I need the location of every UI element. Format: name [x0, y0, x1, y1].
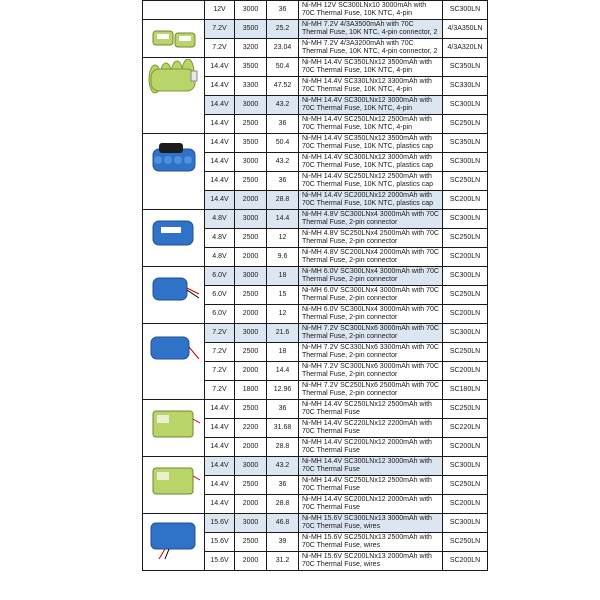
description-cell: Ni-MH 14.4V SC350LNx12 3500mAh with 70C Thermal Fuse, 10K NTC, plastics cap	[299, 134, 443, 153]
model-cell: SC200LN	[443, 248, 488, 267]
voltage-cell: 14.4V	[205, 438, 235, 457]
energy-cell: 36	[267, 172, 299, 191]
capacity-cell: 2000	[235, 191, 267, 210]
description-cell: Ni-MH 7.2V SC300LNx6 3000mAh with 70C Thermal Fuse, 2-pin connector	[299, 324, 443, 343]
description-cell: Ni-MH 4.8V SC300LNx4 3000mAh with 70C Thermal Fuse, 2-pin connector	[299, 210, 443, 229]
model-cell: SC200LN	[443, 552, 488, 571]
capacity-cell: 2500	[235, 476, 267, 495]
description-cell: Ni-MH 14.4V SC300LNx12 3000mAh with 70C Thermal Fuse, 10K NTC, 4-pin	[299, 96, 443, 115]
capacity-cell: 3500	[235, 134, 267, 153]
capacity-cell: 3000	[235, 514, 267, 533]
energy-cell: 36	[267, 476, 299, 495]
model-cell: SC180LN	[443, 381, 488, 400]
table-row	[143, 457, 488, 476]
description-cell: Ni-MH 7.2V SC250LNx6 2500mAh with 70C Thermal Fuse, 2-pin connector	[299, 381, 443, 400]
description-cell: Ni-MH 7.2V 4/3A3500mAh with 70C Thermal Fuse, 10K NTC, 4-pin connector, 2	[299, 20, 443, 39]
capacity-cell: 2000	[235, 552, 267, 571]
green-battery-pack-icon	[143, 400, 205, 457]
table-row	[143, 20, 488, 39]
table-row	[143, 400, 488, 419]
capacity-cell: 2000	[235, 438, 267, 457]
energy-cell: 15	[267, 286, 299, 305]
capacity-cell: 2500	[235, 343, 267, 362]
capacity-cell: 3000	[235, 267, 267, 286]
description-cell: Ni-MH 15.6V SC250LNx13 2500mAh with 70C Thermal Fuse, wires	[299, 533, 443, 552]
description-cell: Ni-MH 14.4V SC350LNx12 3500mAh with 70C Thermal Fuse, 10K NTC, 4-pin	[299, 58, 443, 77]
model-cell: 4/3A350LN	[443, 20, 488, 39]
model-cell: SC250LN	[443, 229, 488, 248]
voltage-cell: 15.6V	[205, 552, 235, 571]
model-cell: SC250LN	[443, 115, 488, 134]
energy-cell: 18	[267, 267, 299, 286]
capacity-cell: 2500	[235, 115, 267, 134]
description-cell: Ni-MH 7.2V 4/3A3200mAh with 70C Thermal Fuse, 10K NTC, 4-pin connector, 2	[299, 39, 443, 58]
table-row	[143, 267, 488, 286]
model-cell: SC220LN	[443, 419, 488, 438]
table-row	[143, 210, 488, 229]
capacity-cell: 2500	[235, 533, 267, 552]
model-cell: SC200LN	[443, 305, 488, 324]
voltage-cell: 7.2V	[205, 20, 235, 39]
description-cell: Ni-MH 6.0V SC300LNx4 3000mAh with 70C Thermal Fuse, 2-pin connector	[299, 305, 443, 324]
voltage-cell: 14.4V	[205, 172, 235, 191]
description-cell: Ni-MH 4.8V SC200LNx4 2000mAh with 70C Thermal Fuse, 2-pin connector	[299, 248, 443, 267]
model-cell: SC200LN	[443, 495, 488, 514]
energy-cell: 50.4	[267, 134, 299, 153]
voltage-cell: 14.4V	[205, 153, 235, 172]
capacity-cell: 2000	[235, 495, 267, 514]
model-cell: SC300LN	[443, 324, 488, 343]
capacity-cell: 2500	[235, 400, 267, 419]
voltage-cell: 7.2V	[205, 362, 235, 381]
description-cell: Ni-MH 7.2V SC330LNx6 3300mAh with 70C Thermal Fuse, 2-pin connector	[299, 343, 443, 362]
battery-spec-table	[142, 0, 488, 571]
voltage-cell: 12V	[205, 1, 235, 20]
description-cell: Ni-MH 14.4V SC300LNx12 3000mAh with 70C Thermal Fuse	[299, 457, 443, 476]
voltage-cell: 6.0V	[205, 305, 235, 324]
green-battery-pack-icon	[143, 58, 205, 134]
capacity-cell: 2500	[235, 286, 267, 305]
description-cell: Ni-MH 14.4V SC220LNx12 2200mAh with 70C Thermal Fuse	[299, 419, 443, 438]
capacity-cell: 3000	[235, 96, 267, 115]
energy-cell: 28.8	[267, 438, 299, 457]
capacity-cell: 2500	[235, 229, 267, 248]
energy-cell: 31.2	[267, 552, 299, 571]
energy-cell: 46.8	[267, 514, 299, 533]
energy-cell: 25.2	[267, 20, 299, 39]
description-cell: Ni-MH 14.4V SC200LNx12 2000mAh with 70C Thermal Fuse	[299, 438, 443, 457]
description-cell: Ni-MH 14.4V SC200LNx12 2000mAh with 70C Thermal Fuse	[299, 495, 443, 514]
voltage-cell: 4.8V	[205, 229, 235, 248]
energy-cell: 18	[267, 343, 299, 362]
energy-cell: 12	[267, 305, 299, 324]
description-cell: Ni-MH 14.4V SC200LNx12 2000mAh with 70C Thermal Fuse, 10K NTC, plastics cap	[299, 191, 443, 210]
voltage-cell: 14.4V	[205, 400, 235, 419]
model-cell: SC250LN	[443, 172, 488, 191]
voltage-cell: 4.8V	[205, 248, 235, 267]
voltage-cell: 6.0V	[205, 286, 235, 305]
description-cell: Ni-MH 6.0V SC300LNx4 3000mAh with 70C Thermal Fuse, 2-pin connector	[299, 267, 443, 286]
energy-cell: 50.4	[267, 58, 299, 77]
energy-cell: 23.04	[267, 39, 299, 58]
green-battery-pack-icon	[143, 457, 205, 514]
energy-cell: 39	[267, 533, 299, 552]
description-cell: Ni-MH 14.4V SC250LNx12 2500mAh with 70C Thermal Fuse, 10K NTC, 4-pin	[299, 115, 443, 134]
energy-cell: 28.8	[267, 191, 299, 210]
capacity-cell: 2200	[235, 419, 267, 438]
table-row	[143, 1, 488, 20]
table-row	[143, 134, 488, 153]
model-cell: SC300LN	[443, 153, 488, 172]
description-cell: Ni-MH 14.4V SC300LNx12 3000mAh with 70C Thermal Fuse, 10K NTC, plastics cap	[299, 153, 443, 172]
description-cell: Ni-MH 6.0V SC300LNx4 3000mAh with 70C Thermal Fuse, 2-pin connector	[299, 286, 443, 305]
description-cell: Ni-MH 14.4V SC330LNx12 3300mAh with 70C Thermal Fuse, 10K NTC, 4-pin	[299, 77, 443, 96]
capacity-cell: 3000	[235, 210, 267, 229]
voltage-cell: 7.2V	[205, 381, 235, 400]
voltage-cell: 14.4V	[205, 495, 235, 514]
voltage-cell: 14.4V	[205, 419, 235, 438]
energy-cell: 28.8	[267, 495, 299, 514]
model-cell: SC250LN	[443, 533, 488, 552]
voltage-cell: 7.2V	[205, 324, 235, 343]
description-cell: Ni-MH 14.4V SC250LNx12 2500mAh with 70C Thermal Fuse	[299, 400, 443, 419]
voltage-cell: 15.6V	[205, 514, 235, 533]
voltage-cell: 14.4V	[205, 96, 235, 115]
energy-cell: 12	[267, 229, 299, 248]
blue-battery-pack-icon	[143, 267, 205, 324]
description-cell: Ni-MH 7.2V SC300LNx6 3000mAh with 70C Thermal Fuse, 2-pin connector	[299, 362, 443, 381]
energy-cell: 31.68	[267, 419, 299, 438]
energy-cell: 21.6	[267, 324, 299, 343]
capacity-cell: 3500	[235, 58, 267, 77]
voltage-cell: 14.4V	[205, 115, 235, 134]
voltage-cell: 14.4V	[205, 77, 235, 96]
model-cell: SC250LN	[443, 400, 488, 419]
table-row	[143, 58, 488, 77]
battery-pack-icon	[143, 1, 205, 20]
voltage-cell: 7.2V	[205, 39, 235, 58]
capacity-cell: 3000	[235, 153, 267, 172]
model-cell: SC300LN	[443, 457, 488, 476]
model-cell: SC300LN	[443, 514, 488, 533]
description-cell: Ni-MH 15.6V SC300LNx13 3000mAh with 70C Thermal Fuse, wires	[299, 514, 443, 533]
blue-battery-pack-icon	[143, 324, 205, 400]
model-cell: SC250LN	[443, 343, 488, 362]
voltage-cell: 4.8V	[205, 210, 235, 229]
capacity-cell: 2000	[235, 362, 267, 381]
voltage-cell: 14.4V	[205, 58, 235, 77]
capacity-cell: 2000	[235, 305, 267, 324]
model-cell: 4/3A320LN	[443, 39, 488, 58]
energy-cell: 9.6	[267, 248, 299, 267]
energy-cell: 43.2	[267, 96, 299, 115]
voltage-cell: 14.4V	[205, 134, 235, 153]
description-cell: Ni-MH 14.4V SC250LNx12 2500mAh with 70C Thermal Fuse, 10K NTC, plastics cap	[299, 172, 443, 191]
energy-cell: 14.4	[267, 362, 299, 381]
green-battery-pack-icon	[143, 20, 205, 58]
description-cell: Ni-MH 14.4V SC250LNx12 2500mAh with 70C Thermal Fuse	[299, 476, 443, 495]
model-cell: SC350LN	[443, 58, 488, 77]
voltage-cell: 7.2V	[205, 343, 235, 362]
model-cell: SC300LN	[443, 1, 488, 20]
model-cell: SC300LN	[443, 267, 488, 286]
table-row	[143, 324, 488, 343]
description-cell: Ni-MH 15.6V SC200LNx13 2000mAh with 70C Thermal Fuse, wires	[299, 552, 443, 571]
model-cell: SC250LN	[443, 286, 488, 305]
voltage-cell: 6.0V	[205, 267, 235, 286]
model-cell: SC200LN	[443, 438, 488, 457]
model-cell: SC300LN	[443, 96, 488, 115]
energy-cell: 43.2	[267, 457, 299, 476]
model-cell: SC330LN	[443, 77, 488, 96]
energy-cell: 36	[267, 1, 299, 20]
blue-battery-pack-icon	[143, 134, 205, 210]
model-cell: SC350LN	[443, 134, 488, 153]
capacity-cell: 2000	[235, 248, 267, 267]
energy-cell: 47.52	[267, 77, 299, 96]
model-cell: SC200LN	[443, 362, 488, 381]
model-cell: SC300LN	[443, 210, 488, 229]
blue-battery-pack-icon	[143, 514, 205, 571]
capacity-cell: 3500	[235, 20, 267, 39]
capacity-cell: 3300	[235, 77, 267, 96]
voltage-cell: 14.4V	[205, 191, 235, 210]
voltage-cell: 14.4V	[205, 476, 235, 495]
voltage-cell: 14.4V	[205, 457, 235, 476]
capacity-cell: 3000	[235, 1, 267, 20]
capacity-cell: 3000	[235, 457, 267, 476]
table-row	[143, 514, 488, 533]
blue-battery-pack-icon	[143, 210, 205, 267]
description-cell: Ni-MH 4.8V SC250LNx4 2500mAh with 70C Thermal Fuse, 2-pin connector	[299, 229, 443, 248]
capacity-cell: 2500	[235, 172, 267, 191]
capacity-cell: 1800	[235, 381, 267, 400]
energy-cell: 36	[267, 400, 299, 419]
voltage-cell: 15.6V	[205, 533, 235, 552]
energy-cell: 14.4	[267, 210, 299, 229]
energy-cell: 12.96	[267, 381, 299, 400]
model-cell: SC250LN	[443, 476, 488, 495]
capacity-cell: 3000	[235, 324, 267, 343]
description-cell: Ni-MH 12V SC300LNx10 3000mAh with 70C Thermal Fuse, 10K NTC, 4-pin	[299, 1, 443, 20]
capacity-cell: 3200	[235, 39, 267, 58]
model-cell: SC200LN	[443, 191, 488, 210]
energy-cell: 43.2	[267, 153, 299, 172]
energy-cell: 36	[267, 115, 299, 134]
